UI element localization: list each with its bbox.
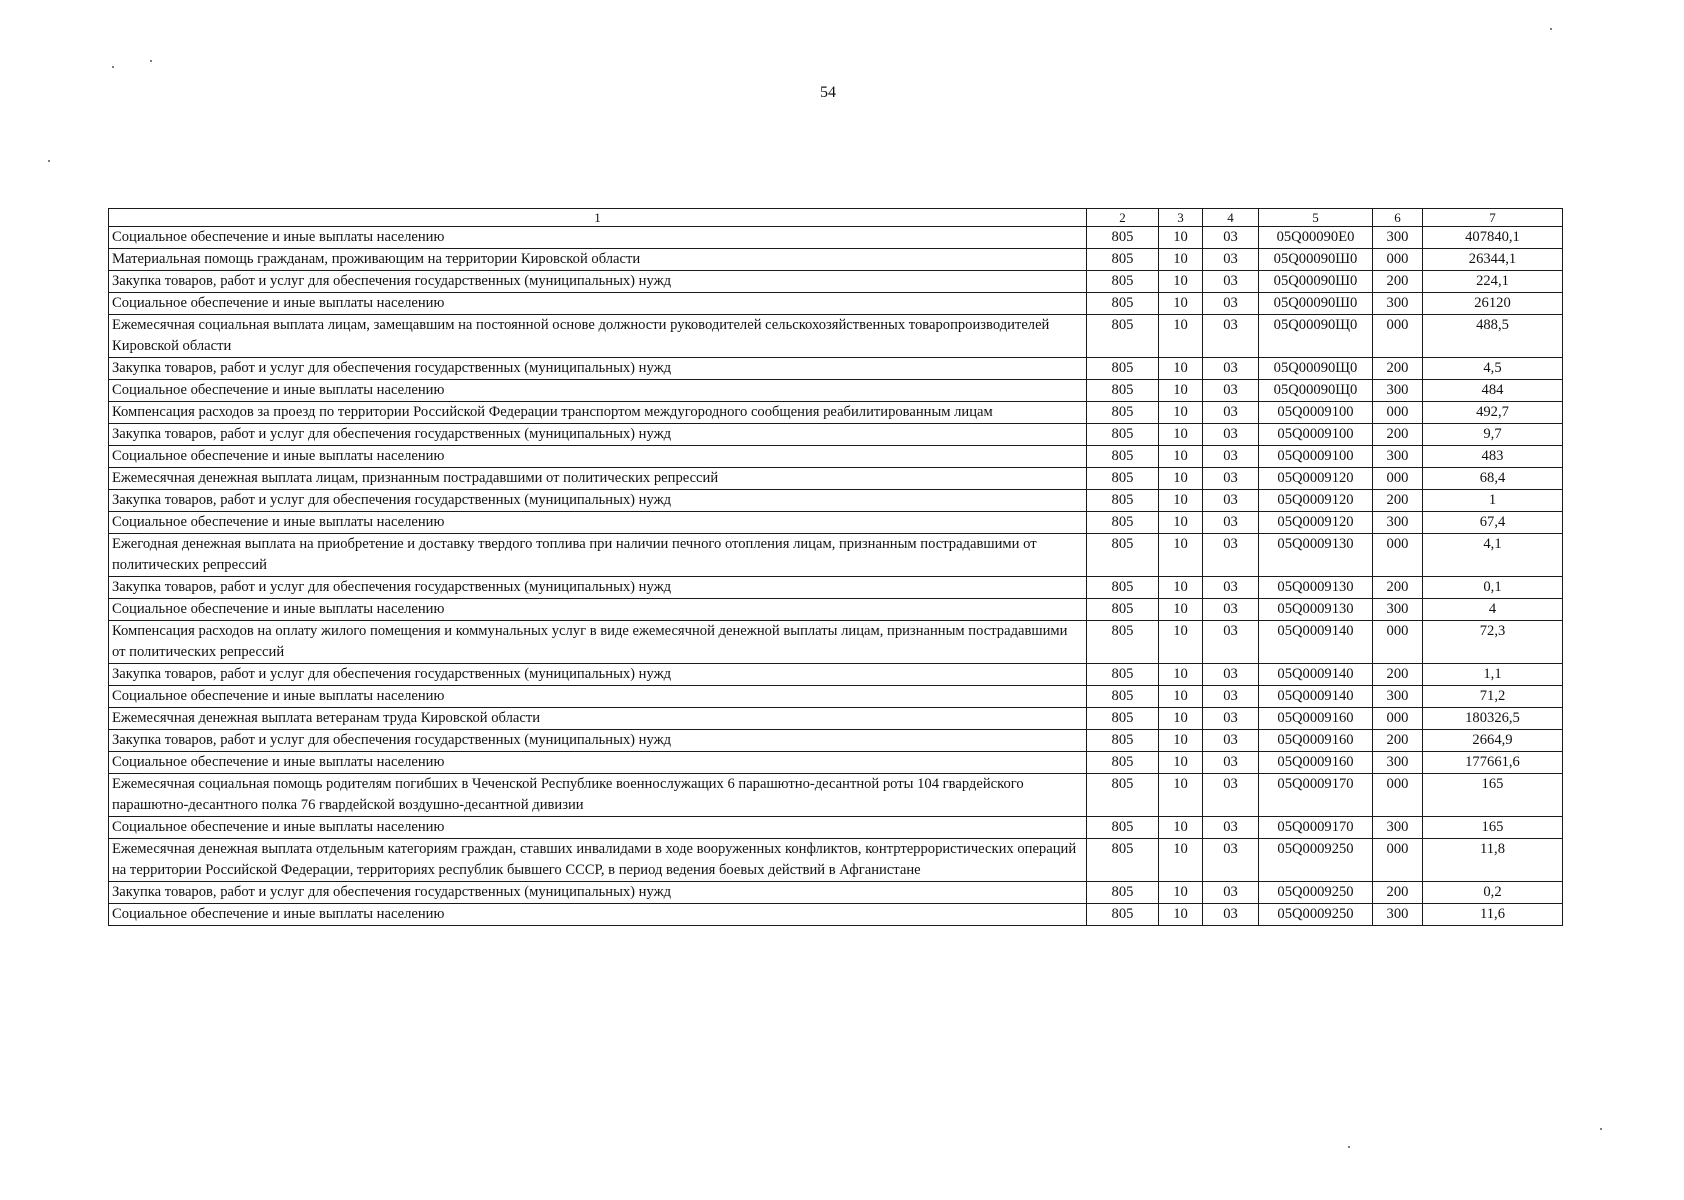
expense-type-cell: 000 <box>1373 468 1423 490</box>
amount-cell: 26120 <box>1423 293 1563 315</box>
ministry-code-cell: 805 <box>1087 599 1159 621</box>
amount-cell: 9,7 <box>1423 424 1563 446</box>
target-item-cell: 05Q0009160 <box>1259 708 1373 730</box>
target-item-cell: 05Q0009120 <box>1259 490 1373 512</box>
target-item-cell: 05Q0009140 <box>1259 621 1373 664</box>
section-code-cell: 10 <box>1159 577 1203 599</box>
item-name-cell: Ежемесячная социальная помощь родителям погибших в Чеченской Республике военнослужащих 6 парашютно-десантной роты 104 гвардейского парашютно-десантного полка 76 гвардейской воздушно-десантной дивизии <box>109 774 1087 817</box>
expense-type-cell: 000 <box>1373 315 1423 358</box>
ministry-code-cell: 805 <box>1087 534 1159 577</box>
amount-cell: 180326,5 <box>1423 708 1563 730</box>
subsection-code-cell: 03 <box>1203 752 1259 774</box>
target-item-cell: 05Q0009130 <box>1259 599 1373 621</box>
target-item-cell: 05Q00090Щ0 <box>1259 380 1373 402</box>
item-name-cell: Закупка товаров, работ и услуг для обеспечения государственных (муниципальных) нужд <box>109 271 1087 293</box>
section-code-cell: 10 <box>1159 468 1203 490</box>
section-code-cell: 10 <box>1159 839 1203 882</box>
expense-type-cell: 300 <box>1373 293 1423 315</box>
amount-cell: 484 <box>1423 380 1563 402</box>
scan-speck <box>1348 1146 1350 1148</box>
amount-cell: 407840,1 <box>1423 227 1563 249</box>
item-name-cell: Ежемесячная денежная выплата ветеранам труда Кировской области <box>109 708 1087 730</box>
expense-type-cell: 000 <box>1373 534 1423 577</box>
table-row <box>109 817 1563 839</box>
scan-speck <box>150 60 152 62</box>
amount-cell: 165 <box>1423 774 1563 817</box>
item-name-cell: Закупка товаров, работ и услуг для обеспечения государственных (муниципальных) нужд <box>109 358 1087 380</box>
target-item-cell: 05Q0009130 <box>1259 577 1373 599</box>
section-code-cell: 10 <box>1159 512 1203 534</box>
ministry-code-cell: 805 <box>1087 774 1159 817</box>
target-item-cell: 05Q0009140 <box>1259 664 1373 686</box>
ministry-code-cell: 805 <box>1087 249 1159 271</box>
ministry-code-cell: 805 <box>1087 839 1159 882</box>
expense-type-cell: 200 <box>1373 577 1423 599</box>
subsection-code-cell: 03 <box>1203 599 1259 621</box>
section-code-cell: 10 <box>1159 882 1203 904</box>
section-code-cell: 10 <box>1159 534 1203 577</box>
item-name-cell: Социальное обеспечение и иные выплаты населению <box>109 817 1087 839</box>
amount-cell: 4 <box>1423 599 1563 621</box>
expense-type-cell: 300 <box>1373 446 1423 468</box>
subsection-code-cell: 03 <box>1203 402 1259 424</box>
expense-type-cell: 200 <box>1373 730 1423 752</box>
target-item-cell: 05Q0009100 <box>1259 402 1373 424</box>
expense-type-cell: 300 <box>1373 512 1423 534</box>
expense-type-cell: 000 <box>1373 774 1423 817</box>
amount-cell: 4,5 <box>1423 358 1563 380</box>
item-name-cell: Социальное обеспечение и иные выплаты населению <box>109 752 1087 774</box>
ministry-code-cell: 805 <box>1087 490 1159 512</box>
ministry-code-cell: 805 <box>1087 271 1159 293</box>
item-name-cell: Социальное обеспечение и иные выплаты населению <box>109 227 1087 249</box>
page-number: 54 <box>820 84 836 101</box>
table-row <box>109 249 1563 271</box>
amount-cell: 488,5 <box>1423 315 1563 358</box>
amount-cell: 11,8 <box>1423 839 1563 882</box>
amount-cell: 1,1 <box>1423 664 1563 686</box>
table-row <box>109 730 1563 752</box>
table-row <box>109 424 1563 446</box>
subsection-code-cell: 03 <box>1203 249 1259 271</box>
target-item-cell: 05Q00090Ш0 <box>1259 293 1373 315</box>
amount-cell: 224,1 <box>1423 271 1563 293</box>
expense-type-cell: 200 <box>1373 271 1423 293</box>
expense-type-cell: 200 <box>1373 490 1423 512</box>
ministry-code-cell: 805 <box>1087 227 1159 249</box>
amount-cell: 72,3 <box>1423 621 1563 664</box>
section-code-cell: 10 <box>1159 774 1203 817</box>
scan-speck <box>1600 1128 1602 1130</box>
ministry-code-cell: 805 <box>1087 817 1159 839</box>
section-code-cell: 10 <box>1159 249 1203 271</box>
scan-speck <box>112 66 114 68</box>
subsection-code-cell: 03 <box>1203 686 1259 708</box>
expense-type-cell: 300 <box>1373 686 1423 708</box>
subsection-code-cell: 03 <box>1203 577 1259 599</box>
subsection-code-cell: 03 <box>1203 315 1259 358</box>
ministry-code-cell: 805 <box>1087 686 1159 708</box>
target-item-cell: 05Q0009120 <box>1259 512 1373 534</box>
column-header: 5 <box>1259 209 1373 227</box>
target-item-cell: 05Q0009250 <box>1259 882 1373 904</box>
amount-cell: 71,2 <box>1423 686 1563 708</box>
section-code-cell: 10 <box>1159 227 1203 249</box>
amount-cell: 11,6 <box>1423 904 1563 926</box>
expense-type-cell: 300 <box>1373 599 1423 621</box>
item-name-cell: Социальное обеспечение и иные выплаты населению <box>109 293 1087 315</box>
subsection-code-cell: 03 <box>1203 664 1259 686</box>
section-code-cell: 10 <box>1159 730 1203 752</box>
table-row <box>109 686 1563 708</box>
amount-cell: 0,1 <box>1423 577 1563 599</box>
amount-cell: 26344,1 <box>1423 249 1563 271</box>
subsection-code-cell: 03 <box>1203 271 1259 293</box>
table-row <box>109 490 1563 512</box>
item-name-cell: Материальная помощь гражданам, проживающим на территории Кировской области <box>109 249 1087 271</box>
target-item-cell: 05Q0009250 <box>1259 904 1373 926</box>
ministry-code-cell: 805 <box>1087 358 1159 380</box>
table-row <box>109 380 1563 402</box>
amount-cell: 165 <box>1423 817 1563 839</box>
amount-cell: 177661,6 <box>1423 752 1563 774</box>
section-code-cell: 10 <box>1159 621 1203 664</box>
scan-speck <box>48 160 50 162</box>
subsection-code-cell: 03 <box>1203 882 1259 904</box>
subsection-code-cell: 03 <box>1203 446 1259 468</box>
budget-table <box>108 208 1563 926</box>
column-header: 6 <box>1373 209 1423 227</box>
target-item-cell: 05Q0009140 <box>1259 686 1373 708</box>
subsection-code-cell: 03 <box>1203 293 1259 315</box>
table-row <box>109 621 1563 664</box>
target-item-cell: 05Q0009170 <box>1259 774 1373 817</box>
section-code-cell: 10 <box>1159 315 1203 358</box>
item-name-cell: Ежегодная денежная выплата на приобретение и доставку твердого топлива при наличии печного отопления лицам, признанным пострадавшими от политических репрессий <box>109 534 1087 577</box>
target-item-cell: 05Q0009130 <box>1259 534 1373 577</box>
expense-type-cell: 300 <box>1373 752 1423 774</box>
expense-type-cell: 200 <box>1373 882 1423 904</box>
expense-type-cell: 200 <box>1373 358 1423 380</box>
target-item-cell: 05Q0009120 <box>1259 468 1373 490</box>
table-row <box>109 468 1563 490</box>
scan-speck <box>1550 28 1552 30</box>
subsection-code-cell: 03 <box>1203 380 1259 402</box>
item-name-cell: Компенсация расходов на оплату жилого помещения и коммунальных услуг в виде ежемесячной денежной выплаты лицам, признанным пострадавшими от политических репрессий <box>109 621 1087 664</box>
subsection-code-cell: 03 <box>1203 774 1259 817</box>
item-name-cell: Ежемесячная денежная выплата отдельным категориям граждан, ставших инвалидами в ходе вооруженных конфликтов, контртеррористических операций на территории Российской Федерации, территориях республик бывшего СССР, в период ведения боевых действий в Афганистане <box>109 839 1087 882</box>
target-item-cell: 05Q0009170 <box>1259 817 1373 839</box>
item-name-cell: Социальное обеспечение и иные выплаты населению <box>109 512 1087 534</box>
item-name-cell: Закупка товаров, работ и услуг для обеспечения государственных (муниципальных) нужд <box>109 882 1087 904</box>
section-code-cell: 10 <box>1159 402 1203 424</box>
table-row <box>109 904 1563 926</box>
table-row <box>109 577 1563 599</box>
section-code-cell: 10 <box>1159 424 1203 446</box>
section-code-cell: 10 <box>1159 752 1203 774</box>
target-item-cell: 05Q00090E0 <box>1259 227 1373 249</box>
ministry-code-cell: 805 <box>1087 380 1159 402</box>
item-name-cell: Социальное обеспечение и иные выплаты населению <box>109 446 1087 468</box>
section-code-cell: 10 <box>1159 358 1203 380</box>
target-item-cell: 05Q0009250 <box>1259 839 1373 882</box>
section-code-cell: 10 <box>1159 490 1203 512</box>
ministry-code-cell: 805 <box>1087 708 1159 730</box>
section-code-cell: 10 <box>1159 817 1203 839</box>
ministry-code-cell: 805 <box>1087 904 1159 926</box>
table-row <box>109 293 1563 315</box>
table-row <box>109 774 1563 817</box>
target-item-cell: 05Q00090Ш0 <box>1259 249 1373 271</box>
section-code-cell: 10 <box>1159 380 1203 402</box>
table-row <box>109 271 1563 293</box>
ministry-code-cell: 805 <box>1087 621 1159 664</box>
table-row <box>109 752 1563 774</box>
ministry-code-cell: 805 <box>1087 882 1159 904</box>
ministry-code-cell: 805 <box>1087 446 1159 468</box>
table-row <box>109 512 1563 534</box>
column-header: 7 <box>1423 209 1563 227</box>
ministry-code-cell: 805 <box>1087 468 1159 490</box>
ministry-code-cell: 805 <box>1087 293 1159 315</box>
table-row <box>109 839 1563 882</box>
section-code-cell: 10 <box>1159 686 1203 708</box>
expense-type-cell: 000 <box>1373 621 1423 664</box>
section-code-cell: 10 <box>1159 271 1203 293</box>
subsection-code-cell: 03 <box>1203 730 1259 752</box>
target-item-cell: 05Q0009160 <box>1259 752 1373 774</box>
amount-cell: 68,4 <box>1423 468 1563 490</box>
ministry-code-cell: 805 <box>1087 577 1159 599</box>
ministry-code-cell: 805 <box>1087 315 1159 358</box>
section-code-cell: 10 <box>1159 708 1203 730</box>
target-item-cell: 05Q0009100 <box>1259 424 1373 446</box>
expense-type-cell: 000 <box>1373 249 1423 271</box>
subsection-code-cell: 03 <box>1203 468 1259 490</box>
column-header: 3 <box>1159 209 1203 227</box>
ministry-code-cell: 805 <box>1087 664 1159 686</box>
subsection-code-cell: 03 <box>1203 534 1259 577</box>
table-row <box>109 534 1563 577</box>
subsection-code-cell: 03 <box>1203 512 1259 534</box>
table-row <box>109 708 1563 730</box>
ministry-code-cell: 805 <box>1087 730 1159 752</box>
subsection-code-cell: 03 <box>1203 621 1259 664</box>
expense-type-cell: 000 <box>1373 402 1423 424</box>
item-name-cell: Социальное обеспечение и иные выплаты населению <box>109 686 1087 708</box>
subsection-code-cell: 03 <box>1203 904 1259 926</box>
subsection-code-cell: 03 <box>1203 817 1259 839</box>
column-header: 4 <box>1203 209 1259 227</box>
item-name-cell: Закупка товаров, работ и услуг для обеспечения государственных (муниципальных) нужд <box>109 730 1087 752</box>
target-item-cell: 05Q00090Щ0 <box>1259 315 1373 358</box>
table-row <box>109 599 1563 621</box>
amount-cell: 2664,9 <box>1423 730 1563 752</box>
expense-type-cell: 300 <box>1373 817 1423 839</box>
item-name-cell: Ежемесячная денежная выплата лицам, признанным пострадавшими от политических репрессий <box>109 468 1087 490</box>
target-item-cell: 05Q00090Ш0 <box>1259 271 1373 293</box>
section-code-cell: 10 <box>1159 293 1203 315</box>
ministry-code-cell: 805 <box>1087 424 1159 446</box>
item-name-cell: Ежемесячная социальная выплата лицам, замещавшим на постоянной основе должности руководителей сельскохозяйственных товаропроизводителей Кировской области <box>109 315 1087 358</box>
table-row <box>109 402 1563 424</box>
expense-type-cell: 300 <box>1373 380 1423 402</box>
header-row <box>109 209 1563 227</box>
table-body <box>109 209 1563 926</box>
subsection-code-cell: 03 <box>1203 358 1259 380</box>
item-name-cell: Компенсация расходов за проезд по территории Российской Федерации транспортом междугородного сообщения реабилитированным лицам <box>109 402 1087 424</box>
table-row <box>109 882 1563 904</box>
section-code-cell: 10 <box>1159 446 1203 468</box>
item-name-cell: Закупка товаров, работ и услуг для обеспечения государственных (муниципальных) нужд <box>109 577 1087 599</box>
target-item-cell: 05Q0009100 <box>1259 446 1373 468</box>
target-item-cell: 05Q0009160 <box>1259 730 1373 752</box>
ministry-code-cell: 805 <box>1087 402 1159 424</box>
expense-type-cell: 300 <box>1373 904 1423 926</box>
amount-cell: 1 <box>1423 490 1563 512</box>
table-row <box>109 446 1563 468</box>
amount-cell: 4,1 <box>1423 534 1563 577</box>
table-row <box>109 664 1563 686</box>
subsection-code-cell: 03 <box>1203 839 1259 882</box>
column-header: 2 <box>1087 209 1159 227</box>
expense-type-cell: 000 <box>1373 839 1423 882</box>
expense-type-cell: 300 <box>1373 227 1423 249</box>
subsection-code-cell: 03 <box>1203 490 1259 512</box>
amount-cell: 67,4 <box>1423 512 1563 534</box>
table-row <box>109 358 1563 380</box>
amount-cell: 0,2 <box>1423 882 1563 904</box>
expense-type-cell: 200 <box>1373 664 1423 686</box>
item-name-cell: Закупка товаров, работ и услуг для обеспечения государственных (муниципальных) нужд <box>109 490 1087 512</box>
subsection-code-cell: 03 <box>1203 708 1259 730</box>
expense-type-cell: 000 <box>1373 708 1423 730</box>
table-row <box>109 315 1563 358</box>
section-code-cell: 10 <box>1159 664 1203 686</box>
ministry-code-cell: 805 <box>1087 752 1159 774</box>
section-code-cell: 10 <box>1159 904 1203 926</box>
column-header: 1 <box>109 209 1087 227</box>
amount-cell: 483 <box>1423 446 1563 468</box>
item-name-cell: Закупка товаров, работ и услуг для обеспечения государственных (муниципальных) нужд <box>109 424 1087 446</box>
target-item-cell: 05Q00090Щ0 <box>1259 358 1373 380</box>
section-code-cell: 10 <box>1159 599 1203 621</box>
table-row <box>109 227 1563 249</box>
expense-type-cell: 200 <box>1373 424 1423 446</box>
item-name-cell: Социальное обеспечение и иные выплаты населению <box>109 599 1087 621</box>
amount-cell: 492,7 <box>1423 402 1563 424</box>
subsection-code-cell: 03 <box>1203 424 1259 446</box>
subsection-code-cell: 03 <box>1203 227 1259 249</box>
ministry-code-cell: 805 <box>1087 512 1159 534</box>
item-name-cell: Социальное обеспечение и иные выплаты населению <box>109 904 1087 926</box>
item-name-cell: Социальное обеспечение и иные выплаты населению <box>109 380 1087 402</box>
item-name-cell: Закупка товаров, работ и услуг для обеспечения государственных (муниципальных) нужд <box>109 664 1087 686</box>
